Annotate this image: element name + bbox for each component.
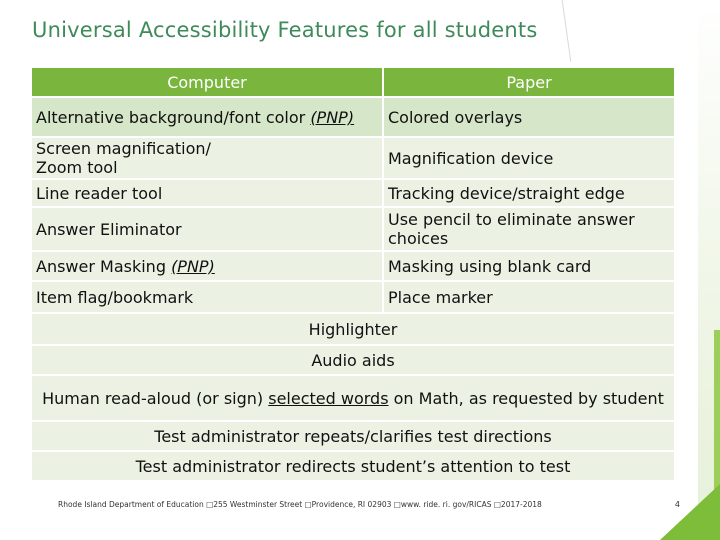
table-row	[31, 421, 675, 451]
spanning-cell: Human read-aloud (or sign) selected words on Math, as requested by student	[31, 375, 675, 421]
paper-cell: Use pencil to eliminate answer choices	[383, 207, 675, 251]
table-row	[31, 179, 675, 207]
table-row	[31, 313, 675, 345]
spanning-cell: Highlighter	[31, 313, 675, 345]
computer-cell: Alternative background/font color (PNP)	[31, 97, 383, 137]
footer-text: Rhode Island Department of Education □255 Westminster Street □Providence, RI 02903 □www. ride. ri. gov/RICAS □2017-2018	[58, 500, 542, 509]
header-paper: Paper	[383, 67, 675, 97]
table-row	[31, 281, 675, 313]
accessibility-table	[30, 66, 676, 482]
paper-cell: Masking using blank card	[383, 251, 675, 281]
computer-cell: Answer Eliminator	[31, 207, 383, 251]
computer-cell: Answer Masking (PNP)	[31, 251, 383, 281]
computer-cell: Screen magnification/ Zoom tool	[31, 137, 383, 179]
corner-triangle-decoration	[660, 484, 720, 540]
computer-cell: Line reader tool	[31, 179, 383, 207]
spanning-cell: Test administrator repeats/clarifies test directions	[31, 421, 675, 451]
table-row	[31, 137, 675, 179]
pnp-label: (PNP)	[310, 107, 355, 127]
table-row	[31, 451, 675, 481]
spanning-cell: Audio aids	[31, 345, 675, 375]
pnp-label: (PNP)	[171, 256, 215, 276]
page-title: Universal Accessibility Features for all students	[32, 18, 538, 42]
table-row	[31, 375, 675, 421]
selected-words-text: selected words	[268, 388, 389, 408]
page-number: 4	[674, 500, 680, 509]
table-row	[31, 251, 675, 281]
computer-cell: Item flag/bookmark	[31, 281, 383, 313]
table-row	[31, 207, 675, 251]
paper-cell: Colored overlays	[383, 97, 675, 137]
table-row	[31, 345, 675, 375]
paper-cell: Magnification device	[383, 137, 675, 179]
table-row	[31, 97, 675, 137]
header-computer: Computer	[31, 67, 383, 97]
paper-cell: Tracking device/straight edge	[383, 179, 675, 207]
decorative-line	[562, 0, 572, 62]
spanning-cell: Test administrator redirects student’s attention to test	[31, 451, 675, 481]
paper-cell: Place marker	[383, 281, 675, 313]
